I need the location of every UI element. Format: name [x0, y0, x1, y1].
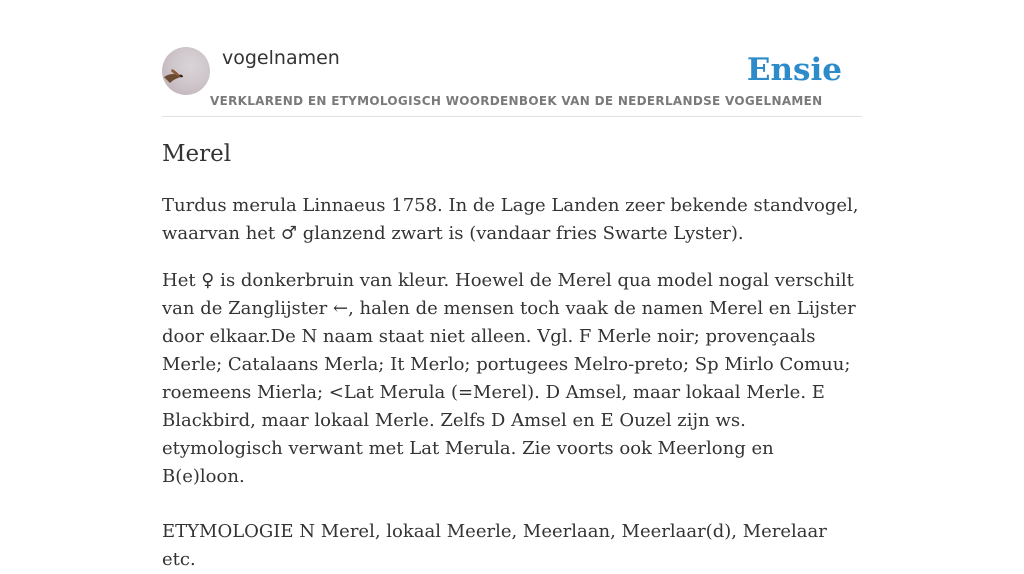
article-paragraph-intro: Turdus merula Linnaeus 1758. In de Lage Landen zeer bekende standvogel, waarvan het ♂ glanzend zwart is (vandaar fries Swarte Lyster).: [162, 195, 859, 244]
site-header: [162, 46, 862, 117]
user-avatar[interactable]: [162, 47, 210, 95]
article-content: [162, 136, 862, 574]
article-paragraph-etymology: ETYMOLOGIE N Merel, lokaal Meerle, Meerlaan, Meerlaar(d), Merelaar etc.: [162, 521, 827, 570]
bird-photo-avatar-icon: [162, 47, 210, 95]
ensie-logo-link[interactable]: Ensie: [746, 52, 842, 88]
account-name[interactable]: vogelnamen: [222, 47, 340, 69]
article-paragraph-body: Het ♀ is donkerbruin van kleur. Hoewel de Merel qua model nogal verschilt van de Zanglijster ←, halen de mensen toch vaak de namen Merel en Lijster door elkaar.De N naam staat niet alleen. Vgl. F Merle noir; provençaals Merle; Catalaans Merla; It Merlo; portugees Melro-preto; Sp Mirlo Comuu; roemeens Mierla; <Lat Merula (=Merel). D Amsel, maar lokaal Merle. E Blackbird, maar lokaal Merle. Zelfs D Amsel en E Ouzel zijn ws. etymologisch verwant met Lat Merula. Zie voorts ook Meerlong en B(e)loon.: [162, 270, 856, 487]
article-title: Merel: [162, 141, 232, 167]
dictionary-subtitle: VERKLAREND EN ETYMOLOGISCH WOORDENBOEK VAN DE NEDERLANDSE VOGELNAMEN: [210, 94, 823, 108]
